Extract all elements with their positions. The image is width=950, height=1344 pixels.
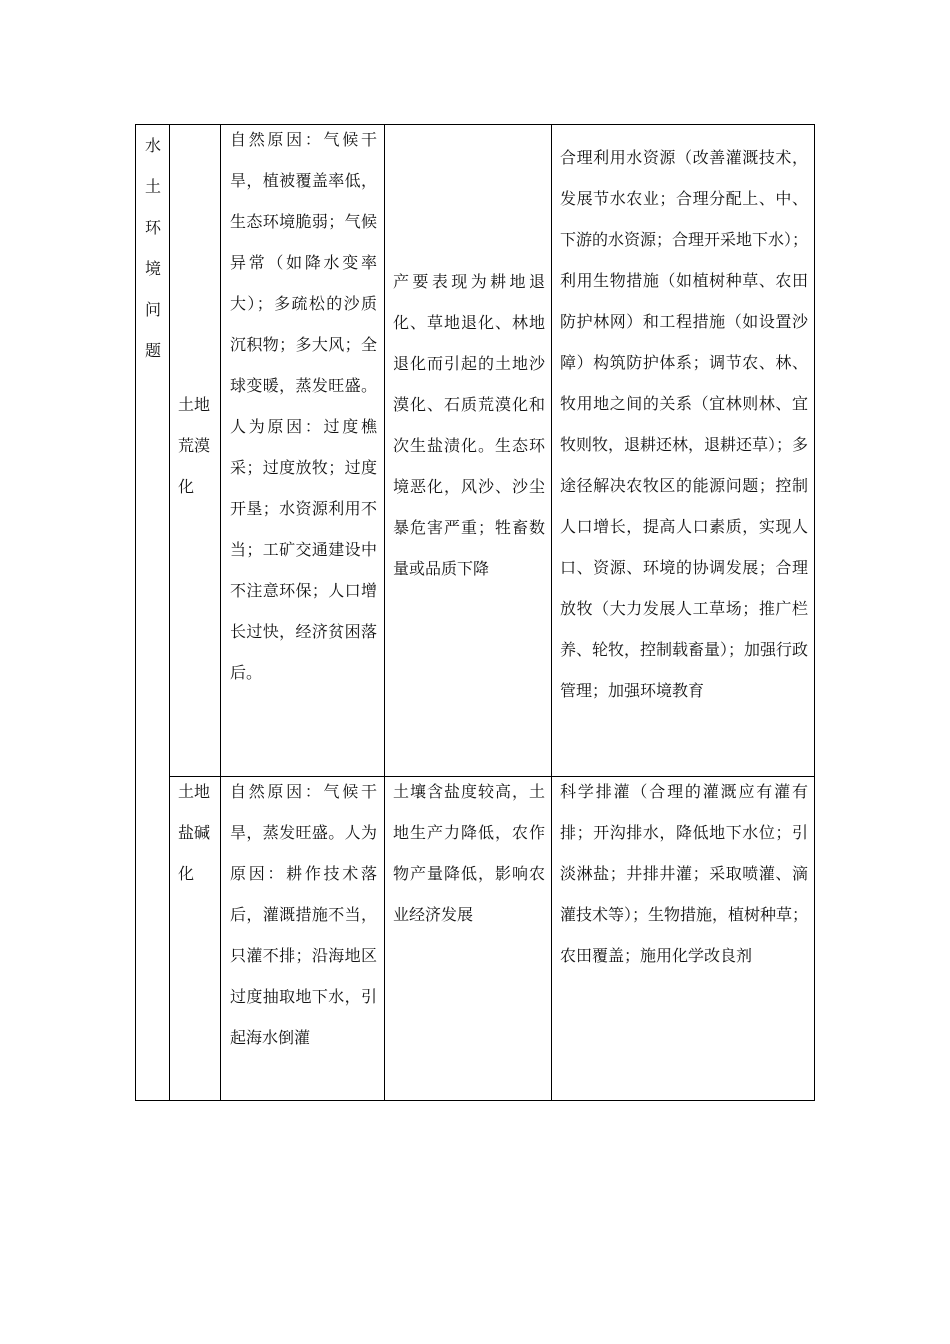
column-divider bbox=[384, 125, 385, 1100]
name-line: 盐碱 bbox=[178, 823, 211, 842]
category-char: 题 bbox=[144, 341, 161, 360]
harm-salinization: 土壤含盐度较高，土地生产力降低，农作物产量降低，影响农业经济发展 bbox=[393, 782, 545, 924]
category-char: 水 bbox=[144, 136, 161, 155]
name-line: 土地 bbox=[178, 782, 211, 801]
name-line: 土地 bbox=[178, 395, 211, 414]
measures-desertification: 合理利用水资源（改善灌溉技术，发展节水农业；合理分配上、中、下游的水资源；合理开采地下水）；利用生物措施（如植树种草、农田防护林网）和工程措施（如设置沙障）构筑防护体系；调节农、林、牧用地之间的关系（宜林则林、宜牧则牧，退耕还林，退耕还草）；多途径解决农牧区的能源问题；控制人口增长，提高人口素质，实现人口、资源、环境的协调发展；合理放牧（大力发展人工草场；推广栏养、轮牧，控制载畜量）；加强行政管理；加强环境教育 bbox=[560, 148, 809, 700]
measures-salinization: 科学排灌（合理的灌溉应有灌有排；开沟排水，降低地下水位；引淡淋盐；井排井灌；采取喷灌、滴灌技术等）；生物措施，植树种草；农田覆盖；施用化学改良剂 bbox=[560, 782, 809, 965]
category-cell bbox=[143, 125, 163, 371]
name-line: 化 bbox=[178, 864, 195, 883]
category-char: 问 bbox=[144, 300, 161, 319]
problem-name-desertification bbox=[178, 384, 218, 507]
category-char: 境 bbox=[144, 259, 161, 278]
column-divider bbox=[220, 125, 221, 1100]
problems-table bbox=[135, 124, 815, 1101]
column-divider bbox=[169, 125, 170, 1100]
harm-desertification: 产要表现为耕地退化、草地退化、林地退化而引起的土地沙漠化、石质荒漠化和次生盐渍化。生态环境恶化，风沙、沙尘暴危害严重；牲畜数量或品质下降 bbox=[393, 272, 545, 578]
problem-name-salinization bbox=[178, 771, 218, 894]
causes-salinization: 自然原因：气候干旱，蒸发旺盛。人为原因：耕作技术落后，灌溉措施不当，只灌不排；沿海地区过度抽取地下水，引起海水倒灌 bbox=[230, 782, 377, 1047]
category-char: 土 bbox=[144, 177, 161, 196]
column-divider bbox=[551, 125, 552, 1100]
name-line: 荒漠 bbox=[178, 436, 211, 455]
category-char: 环 bbox=[144, 218, 161, 237]
name-line: 化 bbox=[178, 477, 195, 496]
causes-desertification: 自然原因：气候干旱，植被覆盖率低，生态环境脆弱；气候异常（如降水变率大）；多疏松的沙质沉积物；多大风；全球变暖，蒸发旺盛。人为原因：过度樵采；过度放牧；过度开垦；水资源利用不当；工矿交通建设中不注意环保；人口增长过快，经济贫困落后。 bbox=[230, 130, 377, 682]
